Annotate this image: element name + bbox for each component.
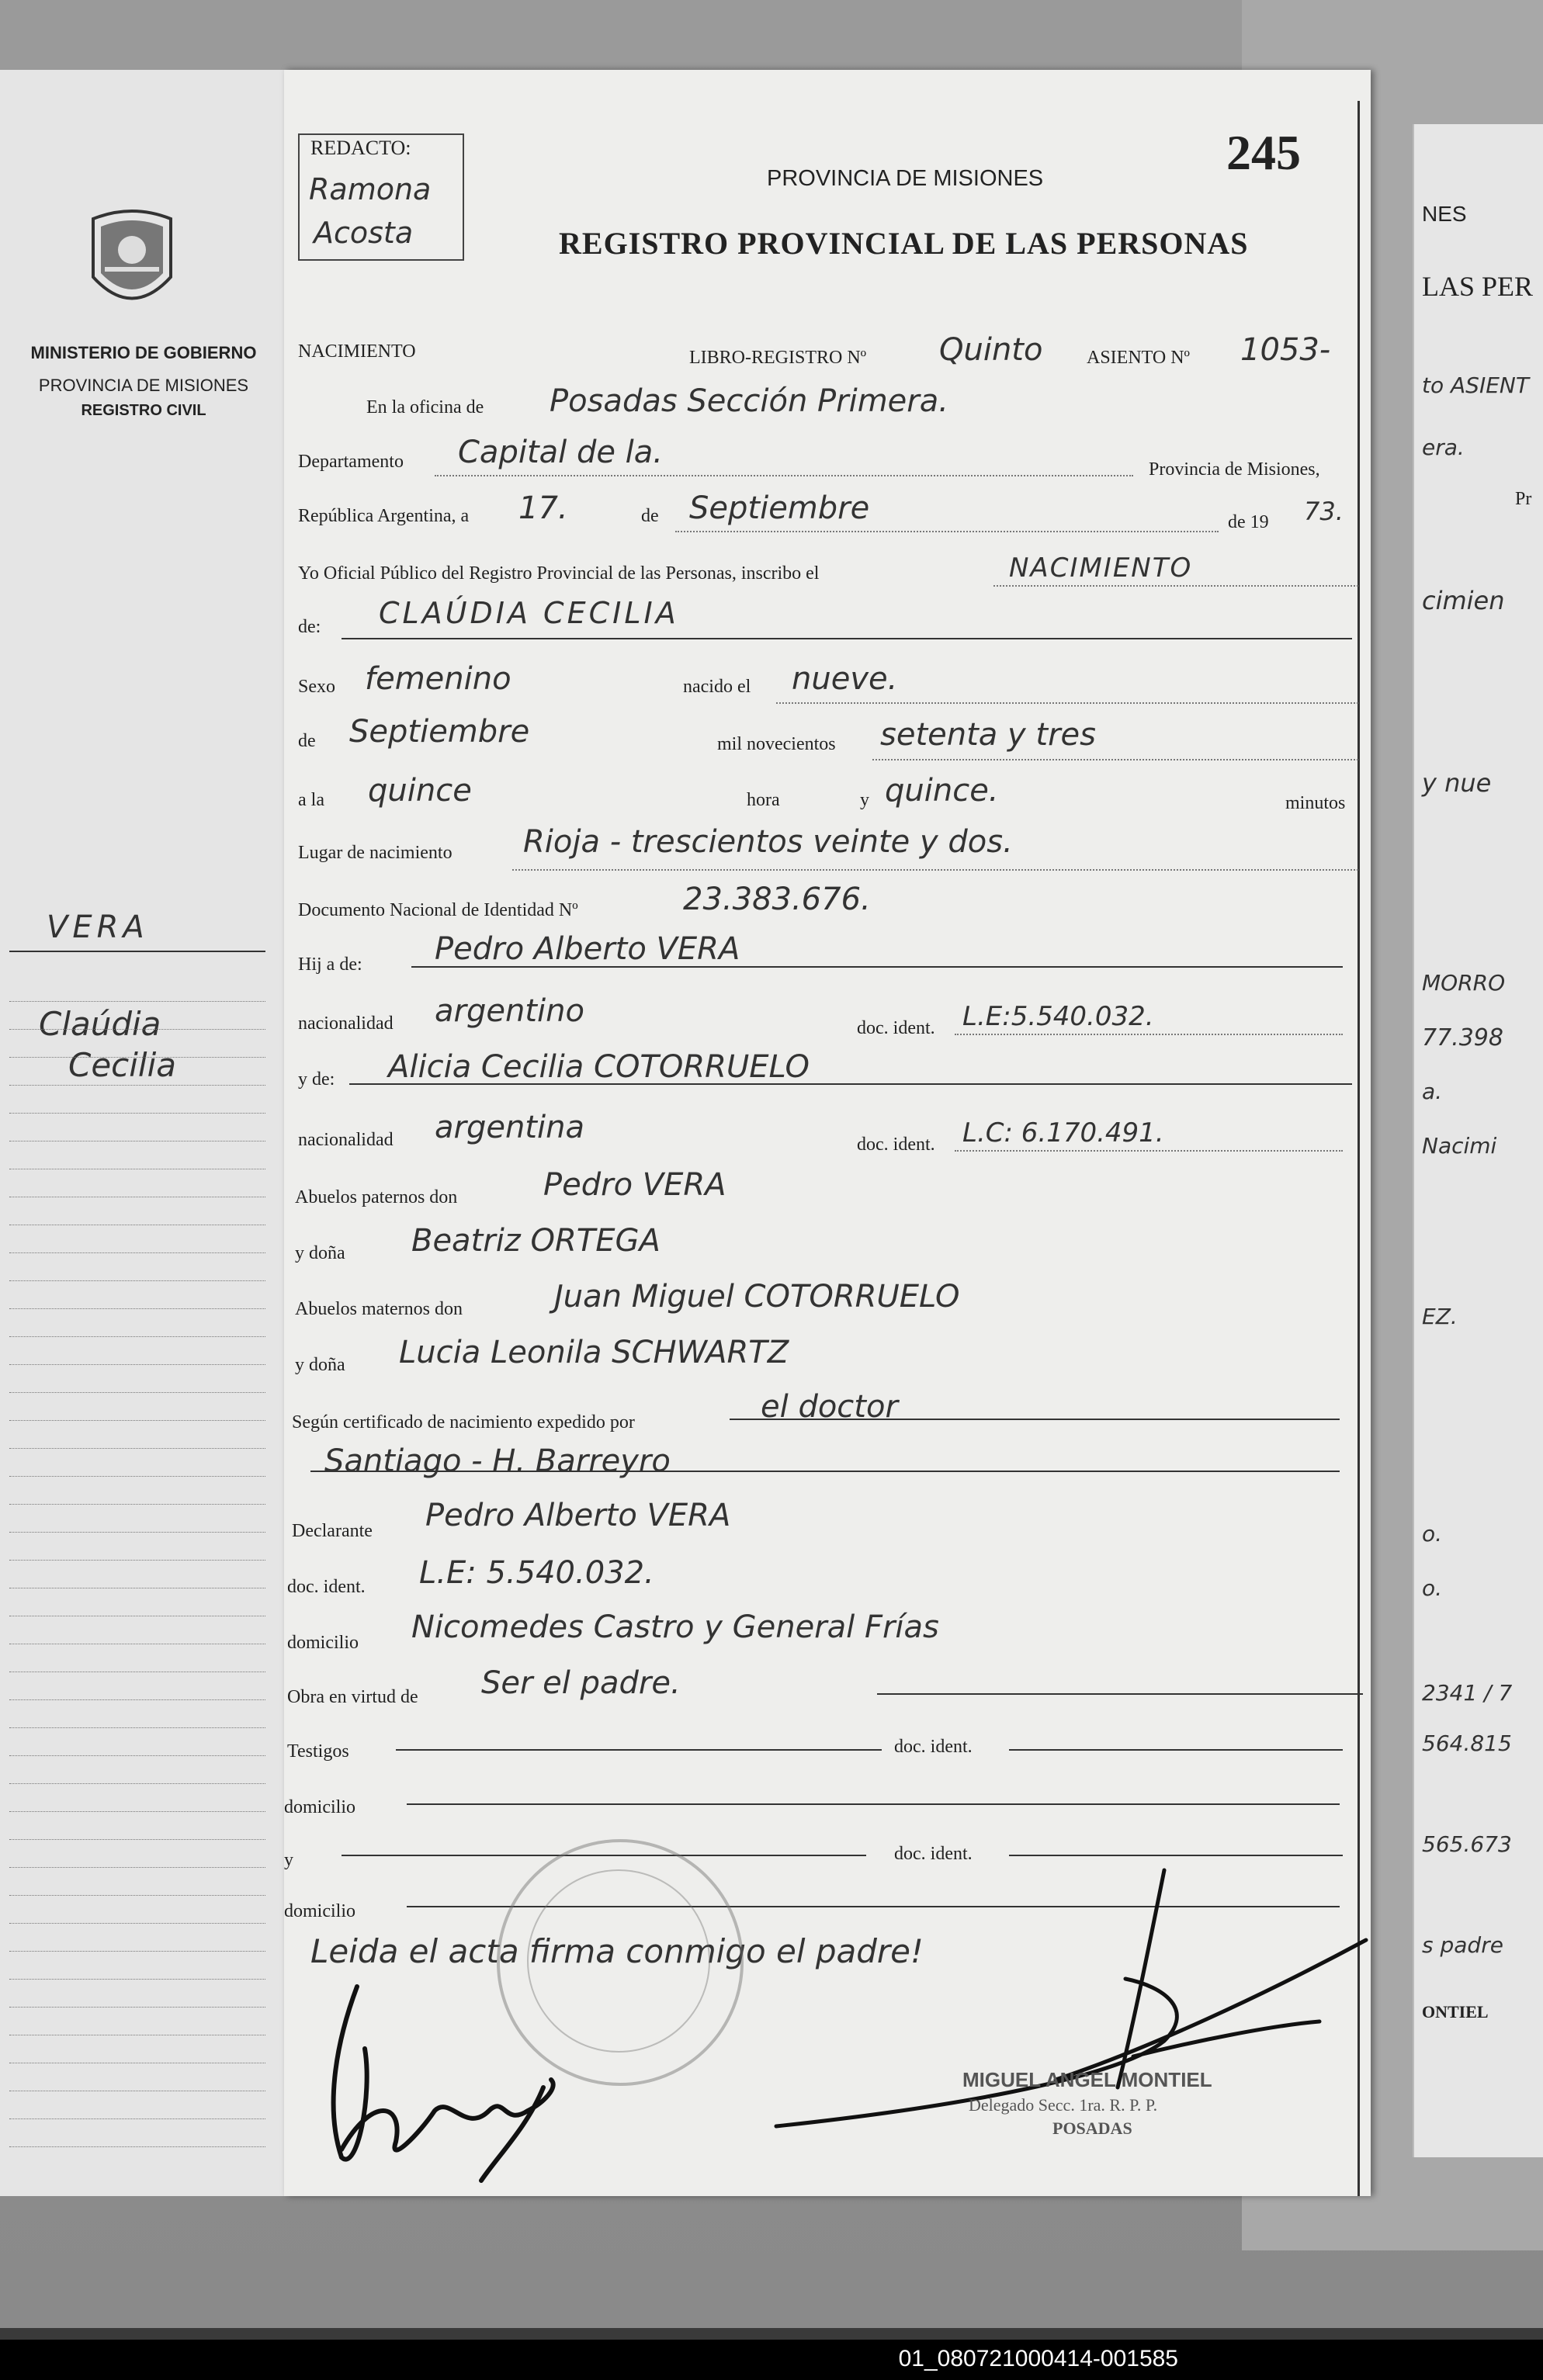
nacido-label: nacido el — [683, 677, 751, 697]
stub-ministry: MINISTERIO DE GOBIERNO — [30, 343, 257, 362]
doc-value: L.C: 6.170.491. — [962, 1117, 1164, 1148]
father-signature-icon — [310, 1956, 636, 2188]
nacionalidad-value: argentino — [435, 993, 584, 1029]
back-fragment: ONTIEL — [1422, 2002, 1489, 2021]
ruled-line — [9, 1839, 265, 1840]
yde-label: y de: — [298, 1069, 335, 1090]
anio-label: de 19 — [1228, 512, 1269, 532]
province-title: PROVINCIA DE MISIONES — [767, 166, 1044, 191]
back-fragment: y nue — [1422, 768, 1492, 798]
nacido-value: nueve. — [792, 661, 898, 697]
underlying-page — [1413, 124, 1543, 2157]
official-place: POSADAS — [1052, 2118, 1132, 2138]
domicilio-label: domicilio — [284, 1901, 355, 1921]
oficina-label: En la oficina de — [366, 397, 484, 417]
obra-label: Obra en virtud de — [287, 1687, 418, 1707]
hijo-label: Hij a de: — [298, 954, 362, 975]
back-fragment: cimien — [1422, 586, 1505, 615]
back-fragment: Nacimi — [1422, 1133, 1497, 1159]
sexo-value: femenino — [365, 661, 511, 697]
segun-value: el doctor — [761, 1389, 898, 1425]
back-fragment: 564.815 — [1422, 1730, 1512, 1756]
oficial-label: Yo Oficial Público del Registro Provincial de las Personas, inscribo el — [298, 563, 820, 584]
divider — [9, 951, 265, 952]
anio-value: 73. — [1304, 497, 1344, 526]
domicilio-label: domicilio — [284, 1797, 355, 1817]
ruled-line — [9, 1085, 265, 1086]
stub-registry: REGISTRO CIVIL — [81, 402, 206, 419]
lugar-label: Lugar de nacimiento — [298, 843, 452, 863]
stub-given-name: Claúdia — [39, 1005, 161, 1043]
doc-label: doc. ident. — [894, 1844, 973, 1864]
declarante-value: Pedro Alberto VERA — [425, 1498, 731, 1533]
asiento-value: 1053- — [1240, 332, 1331, 368]
stub-province: PROVINCIA DE MISIONES — [38, 376, 249, 395]
ruled-line — [9, 1895, 265, 1896]
dotted-line — [872, 759, 1358, 760]
official-name: MIGUEL ANGEL MONTIEL — [962, 2068, 1212, 2091]
ruled-line — [9, 1336, 265, 1337]
closing-note: Leida el acta firma conmigo el padre! — [310, 1932, 924, 1970]
back-fragment: NES — [1422, 202, 1467, 226]
back-fragment: a. — [1422, 1079, 1443, 1104]
testigos-label: Testigos — [287, 1741, 349, 1762]
minutos-label: minutos — [1285, 793, 1346, 813]
stub-surname: VERA — [47, 909, 149, 945]
libro-label: LIBRO-REGISTRO Nº — [689, 348, 867, 368]
back-fragment: to ASIENT — [1422, 372, 1529, 398]
nombre-value: CLAÚDIA CECILIA — [379, 596, 679, 630]
segun-label: Según certificado de nacimiento expedido por — [292, 1412, 635, 1433]
type-label: NACIMIENTO — [298, 341, 416, 362]
hora-value: quince — [368, 773, 472, 809]
back-fragment: era. — [1422, 435, 1465, 460]
departamento-value: Capital de la. — [458, 435, 664, 470]
back-fragment: 77.398 — [1422, 1024, 1503, 1051]
back-fragment: 565.673 — [1422, 1831, 1512, 1857]
ruled-line — [9, 1504, 265, 1505]
doc-value: L.E: 5.540.032. — [419, 1555, 654, 1591]
republica-label: República Argentina, a — [298, 506, 470, 526]
declarante-label: Declarante — [292, 1521, 373, 1541]
ruled-line — [9, 1755, 265, 1756]
abuelos-maternos-label: Abuelos maternos don — [295, 1299, 463, 1319]
de-label: de — [298, 731, 316, 751]
ruled-line — [9, 1392, 265, 1393]
official-signature-icon — [761, 1855, 1382, 2134]
nacionalidad-label: nacionalidad — [298, 1013, 394, 1034]
solid-line — [1009, 1749, 1343, 1751]
y-label: y — [284, 1850, 293, 1870]
mil-label: mil novecientos — [717, 734, 836, 754]
ruled-line — [9, 2118, 265, 2119]
oficina-value: Posadas Sección Primera. — [550, 383, 948, 419]
ruled-line — [9, 1057, 265, 1058]
ruled-line — [9, 1727, 265, 1728]
back-fragment: s padre — [1422, 1932, 1503, 1958]
back-fragment: 2341 / 7 — [1422, 1680, 1513, 1706]
doc-label: doc. ident. — [857, 1135, 935, 1155]
ydona-label: y doña — [295, 1355, 345, 1375]
nacionalidad-label: nacionalidad — [298, 1130, 394, 1150]
ruled-line — [9, 1923, 265, 1924]
dni-label: Documento Nacional de Identidad Nº — [298, 900, 578, 920]
doc-label: doc. ident. — [857, 1018, 935, 1038]
file-caption: 01_080721000414-001585 — [898, 2346, 1178, 2371]
ruled-line — [9, 1280, 265, 1281]
ruled-line — [9, 1448, 265, 1449]
ruled-line — [9, 1979, 265, 1980]
padre-value: Pedro Alberto VERA — [435, 931, 740, 967]
redacto-name: Ramona — [309, 172, 432, 206]
registry-title: REGISTRO PROVINCIAL DE LAS PERSONAS — [559, 226, 1249, 261]
mil-value: setenta y tres — [880, 717, 1096, 753]
departamento-label: Departamento — [298, 452, 404, 472]
mes-value: Septiembre — [349, 714, 530, 750]
hora-label: hora — [747, 790, 780, 810]
domicilio-value: Nicomedes Castro y General Frías — [411, 1609, 939, 1645]
abuela-paterna-value: Beatriz ORTEGA — [411, 1223, 661, 1259]
dotted-line — [955, 1034, 1343, 1035]
dotted-line — [675, 531, 1219, 532]
abuela-materna-value: Lucia Leonila SCHWARTZ — [399, 1335, 789, 1370]
sexo-label: Sexo — [298, 677, 335, 697]
ruled-line — [9, 2146, 265, 2147]
ydona-label: y doña — [295, 1243, 345, 1263]
medico-value: Santiago - H. Barreyro — [324, 1443, 671, 1479]
ruled-line — [9, 1308, 265, 1309]
doc-label: doc. ident. — [287, 1577, 366, 1597]
ruled-line — [9, 1867, 265, 1868]
official-title: Delegado Secc. 1ra. R. P. P. — [969, 2095, 1158, 2115]
de-label: de — [641, 506, 659, 526]
oficial-value: NACIMIENTO — [1009, 553, 1193, 584]
abuelos-paternos-value: Pedro VERA — [543, 1167, 726, 1203]
libro-value: Quinto — [939, 332, 1043, 368]
obra-value: Ser el padre. — [481, 1665, 681, 1701]
back-fragment: EZ. — [1422, 1304, 1458, 1329]
doc-value: L.E:5.540.032. — [962, 1001, 1154, 1032]
ruled-line — [9, 1001, 265, 1002]
lugar-value: Rioja - trescientos veinte y dos. — [523, 824, 1013, 860]
caption-bar — [0, 2340, 1543, 2380]
ruled-line — [9, 1252, 265, 1253]
minutos-value: quince. — [885, 773, 999, 809]
solid-line — [396, 1749, 882, 1751]
abuelos-paternos-label: Abuelos paternos don — [295, 1187, 458, 1207]
nacionalidad-value: argentina — [435, 1110, 584, 1145]
ruled-line — [9, 1364, 265, 1365]
solid-line — [407, 1803, 1340, 1805]
ala-label: a la — [298, 790, 324, 810]
abuelos-maternos-value: Juan Miguel COTORRUELO — [554, 1279, 960, 1315]
dotted-line — [435, 475, 1133, 476]
ruled-line — [9, 1783, 265, 1784]
stub-given-name: Cecilia — [68, 1046, 177, 1084]
back-fragment: o. — [1422, 1521, 1443, 1547]
doc-label: doc. ident. — [894, 1737, 973, 1757]
ruled-line — [9, 1029, 265, 1030]
redacto-label: REDACTO: — [310, 137, 411, 159]
back-fragment: MORRO — [1422, 970, 1506, 996]
ruled-line — [9, 2007, 265, 2008]
page-number: 245 — [1226, 125, 1301, 180]
back-fragment: LAS PER — [1422, 271, 1534, 302]
madre-value: Alicia Cecilia COTORRUELO — [388, 1049, 810, 1085]
mes-value: Septiembre — [689, 490, 870, 526]
dotted-line — [776, 702, 1358, 704]
back-fragment: Pr — [1515, 489, 1532, 509]
provincia-label: Provincia de Misiones, — [1149, 459, 1320, 480]
back-fragment: o. — [1422, 1575, 1443, 1601]
dia-value: 17. — [518, 490, 568, 526]
de-colon-label: de: — [298, 617, 321, 637]
ruled-line — [9, 1699, 265, 1700]
ruled-line — [9, 1951, 265, 1952]
solid-line — [877, 1693, 1363, 1695]
asiento-label: ASIENTO Nº — [1087, 348, 1190, 368]
ruled-line — [9, 1532, 265, 1533]
ruled-line — [9, 1420, 265, 1421]
dotted-line — [993, 585, 1358, 587]
dotted-line — [955, 1150, 1343, 1152]
ruled-line — [9, 1113, 265, 1114]
y-label: y — [860, 790, 869, 810]
provincial-seal-icon — [85, 203, 179, 320]
ruled-line — [9, 1560, 265, 1561]
redacto-name: Acosta — [314, 216, 414, 250]
dni-value: 23.383.676. — [683, 882, 871, 917]
ruled-line — [9, 1811, 265, 1812]
solid-line — [342, 638, 1352, 639]
dotted-line — [512, 869, 1358, 871]
ruled-line — [9, 1476, 265, 1477]
domicilio-label: domicilio — [287, 1633, 359, 1653]
